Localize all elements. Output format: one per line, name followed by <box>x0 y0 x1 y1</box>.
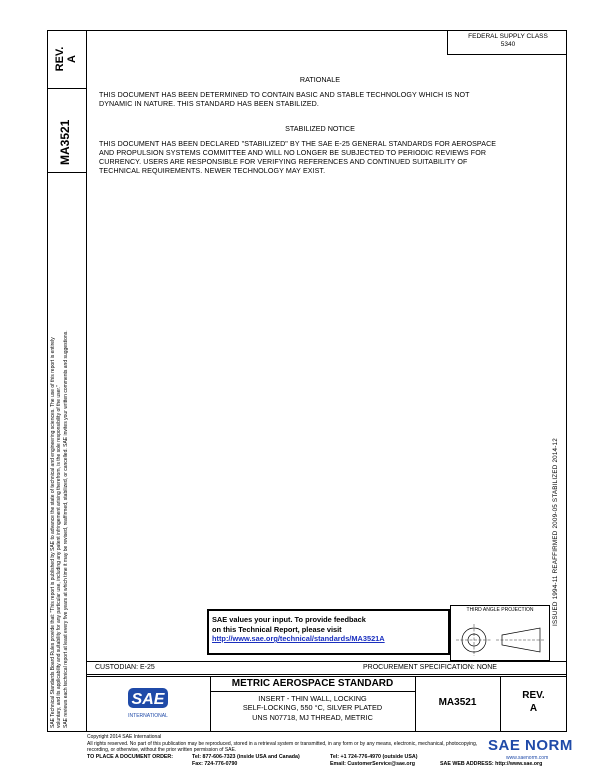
divider <box>87 661 567 662</box>
feedback-link[interactable]: http://www.sae.org/technical/standards/MA3521A <box>212 634 385 643</box>
standard-title: METRIC AEROSPACE STANDARD <box>231 678 394 689</box>
desc-line-3: UNS N07718, MJ THREAD, METRIC <box>252 712 373 722</box>
issue-history: ISSUED 1994-11 REAFFIRMED 2009-05 STABILIZED 2014-12 <box>552 438 559 626</box>
top-rev-block <box>54 36 78 82</box>
projection-label: THIRD ANGLE PROJECTION <box>466 607 534 613</box>
watermark: SAE NORM <box>488 737 573 754</box>
sae-logo-text: SAE <box>131 691 165 708</box>
rights-line-1: All rights reserved. No part of this publication may be reproduced, stored in a retrieval system or transmitted, in any form or by any means, electronic, mechanical, photocopying, <box>87 740 478 747</box>
divider <box>87 676 567 677</box>
top-rev-value: A <box>66 55 78 63</box>
stabilized-body <box>99 140 559 176</box>
disclaimer-line-1: SAE Technical Standards Board Rules provide that: "This report is published by SAE to advance the state of technical and engineering sciences. The use of this report is entirely <box>50 337 56 728</box>
title-doc-number: MA3521 <box>438 697 477 708</box>
stabilized-heading: STABILIZED NOTICE <box>285 124 355 133</box>
divider <box>47 88 87 89</box>
sae-logo-sub: INTERNATIONAL <box>128 713 168 719</box>
feedback-line-2: on this Technical Report, please visit <box>212 624 342 634</box>
order-label: TO PLACE A DOCUMENT ORDER: <box>87 754 174 760</box>
divider <box>47 172 87 173</box>
top-doc-number: MA3521 <box>58 119 72 165</box>
projection-symbol-icon <box>452 617 548 659</box>
custodian: CUSTODIAN: E-25 <box>95 664 155 671</box>
disclaimer-line-2: voluntary, and its applicability and suitability for any particular use, including any patent infringement arising therefrom, is the sole responsibility of the user." <box>56 385 63 728</box>
rationale-heading: RATIONALE <box>299 75 341 84</box>
title-rev-label: REV. <box>522 690 545 701</box>
stabilized-line-3: CURRENCY. USERS ARE RESPONSIBLE FOR VERIFYING REFERENCES AND CONTINUED SUITABILITY OF <box>99 158 468 166</box>
tel-us: Tel: 877-606-7323 (inside USA and Canada) <box>192 754 300 760</box>
title-rev-block <box>500 689 567 715</box>
email[interactable]: Email: CustomerService@sae.org <box>330 761 415 767</box>
rationale-body <box>99 91 559 109</box>
left-disclaimer <box>50 178 69 728</box>
desc-line-1: INSERT - THIN WALL, LOCKING <box>258 694 367 703</box>
fax: Fax: 724-776-0790 <box>192 761 238 767</box>
rights-line-2: recording, or otherwise, without the prior written permission of SAE. <box>87 747 237 753</box>
title-rev-value: A <box>529 703 538 714</box>
copyright: Copyright 2014 SAE International <box>87 734 162 740</box>
disclaimer-line-3: SAE reviews each technical report at least every five years at which time it may be revised, reaffirmed, stabilized, or cancelled. SAE invites your written comments and suggestions. <box>62 330 69 728</box>
top-rev-label: REV. <box>54 46 66 72</box>
rationale-line-1: THIS DOCUMENT HAS BEEN DETERMINED TO CONTAIN BASIC AND STABLE TECHNOLOGY WHICH IS NOT <box>99 91 470 99</box>
feedback-text <box>212 615 385 644</box>
web-address[interactable]: SAE WEB ADDRESS: http://www.sae.org <box>440 761 543 767</box>
rationale-line-2: DYNAMIC IN NATURE. THIS STANDARD HAS BEEN STABILIZED. <box>99 100 319 108</box>
federal-supply-class: FEDERAL SUPPLY CLASS 5340 <box>468 33 548 48</box>
stabilized-line-2: AND PROPULSION SYSTEMS COMMITTEE AND WILL NO LONGER BE SUBJECTED TO PERIODIC REVIEWS FOR <box>99 149 487 157</box>
divider <box>210 691 415 692</box>
feedback-line-1: SAE values your input. To provide feedback <box>212 615 366 624</box>
divider <box>87 674 567 675</box>
watermark-sub: www.saenorm.com <box>506 755 549 761</box>
desc-line-2: SELF-LOCKING, 550 °C, SILVER PLATED <box>242 703 383 713</box>
stabilized-line-1: THIS DOCUMENT HAS BEEN DECLARED "STABILIZED" BY THE SAE E-25 GENERAL STANDARDS FOR AEROSPACE <box>99 140 497 148</box>
tel-intl: Tel: +1 724-776-4970 (outside USA) <box>330 754 418 760</box>
part-description <box>210 694 415 722</box>
procurement-spec: PROCUREMENT SPECIFICATION: NONE <box>363 664 497 671</box>
sae-logo-icon <box>120 686 176 722</box>
stabilized-line-4: TECHNICAL REQUIREMENTS. NEWER TECHNOLOGY MAY EXIST. <box>99 167 326 175</box>
